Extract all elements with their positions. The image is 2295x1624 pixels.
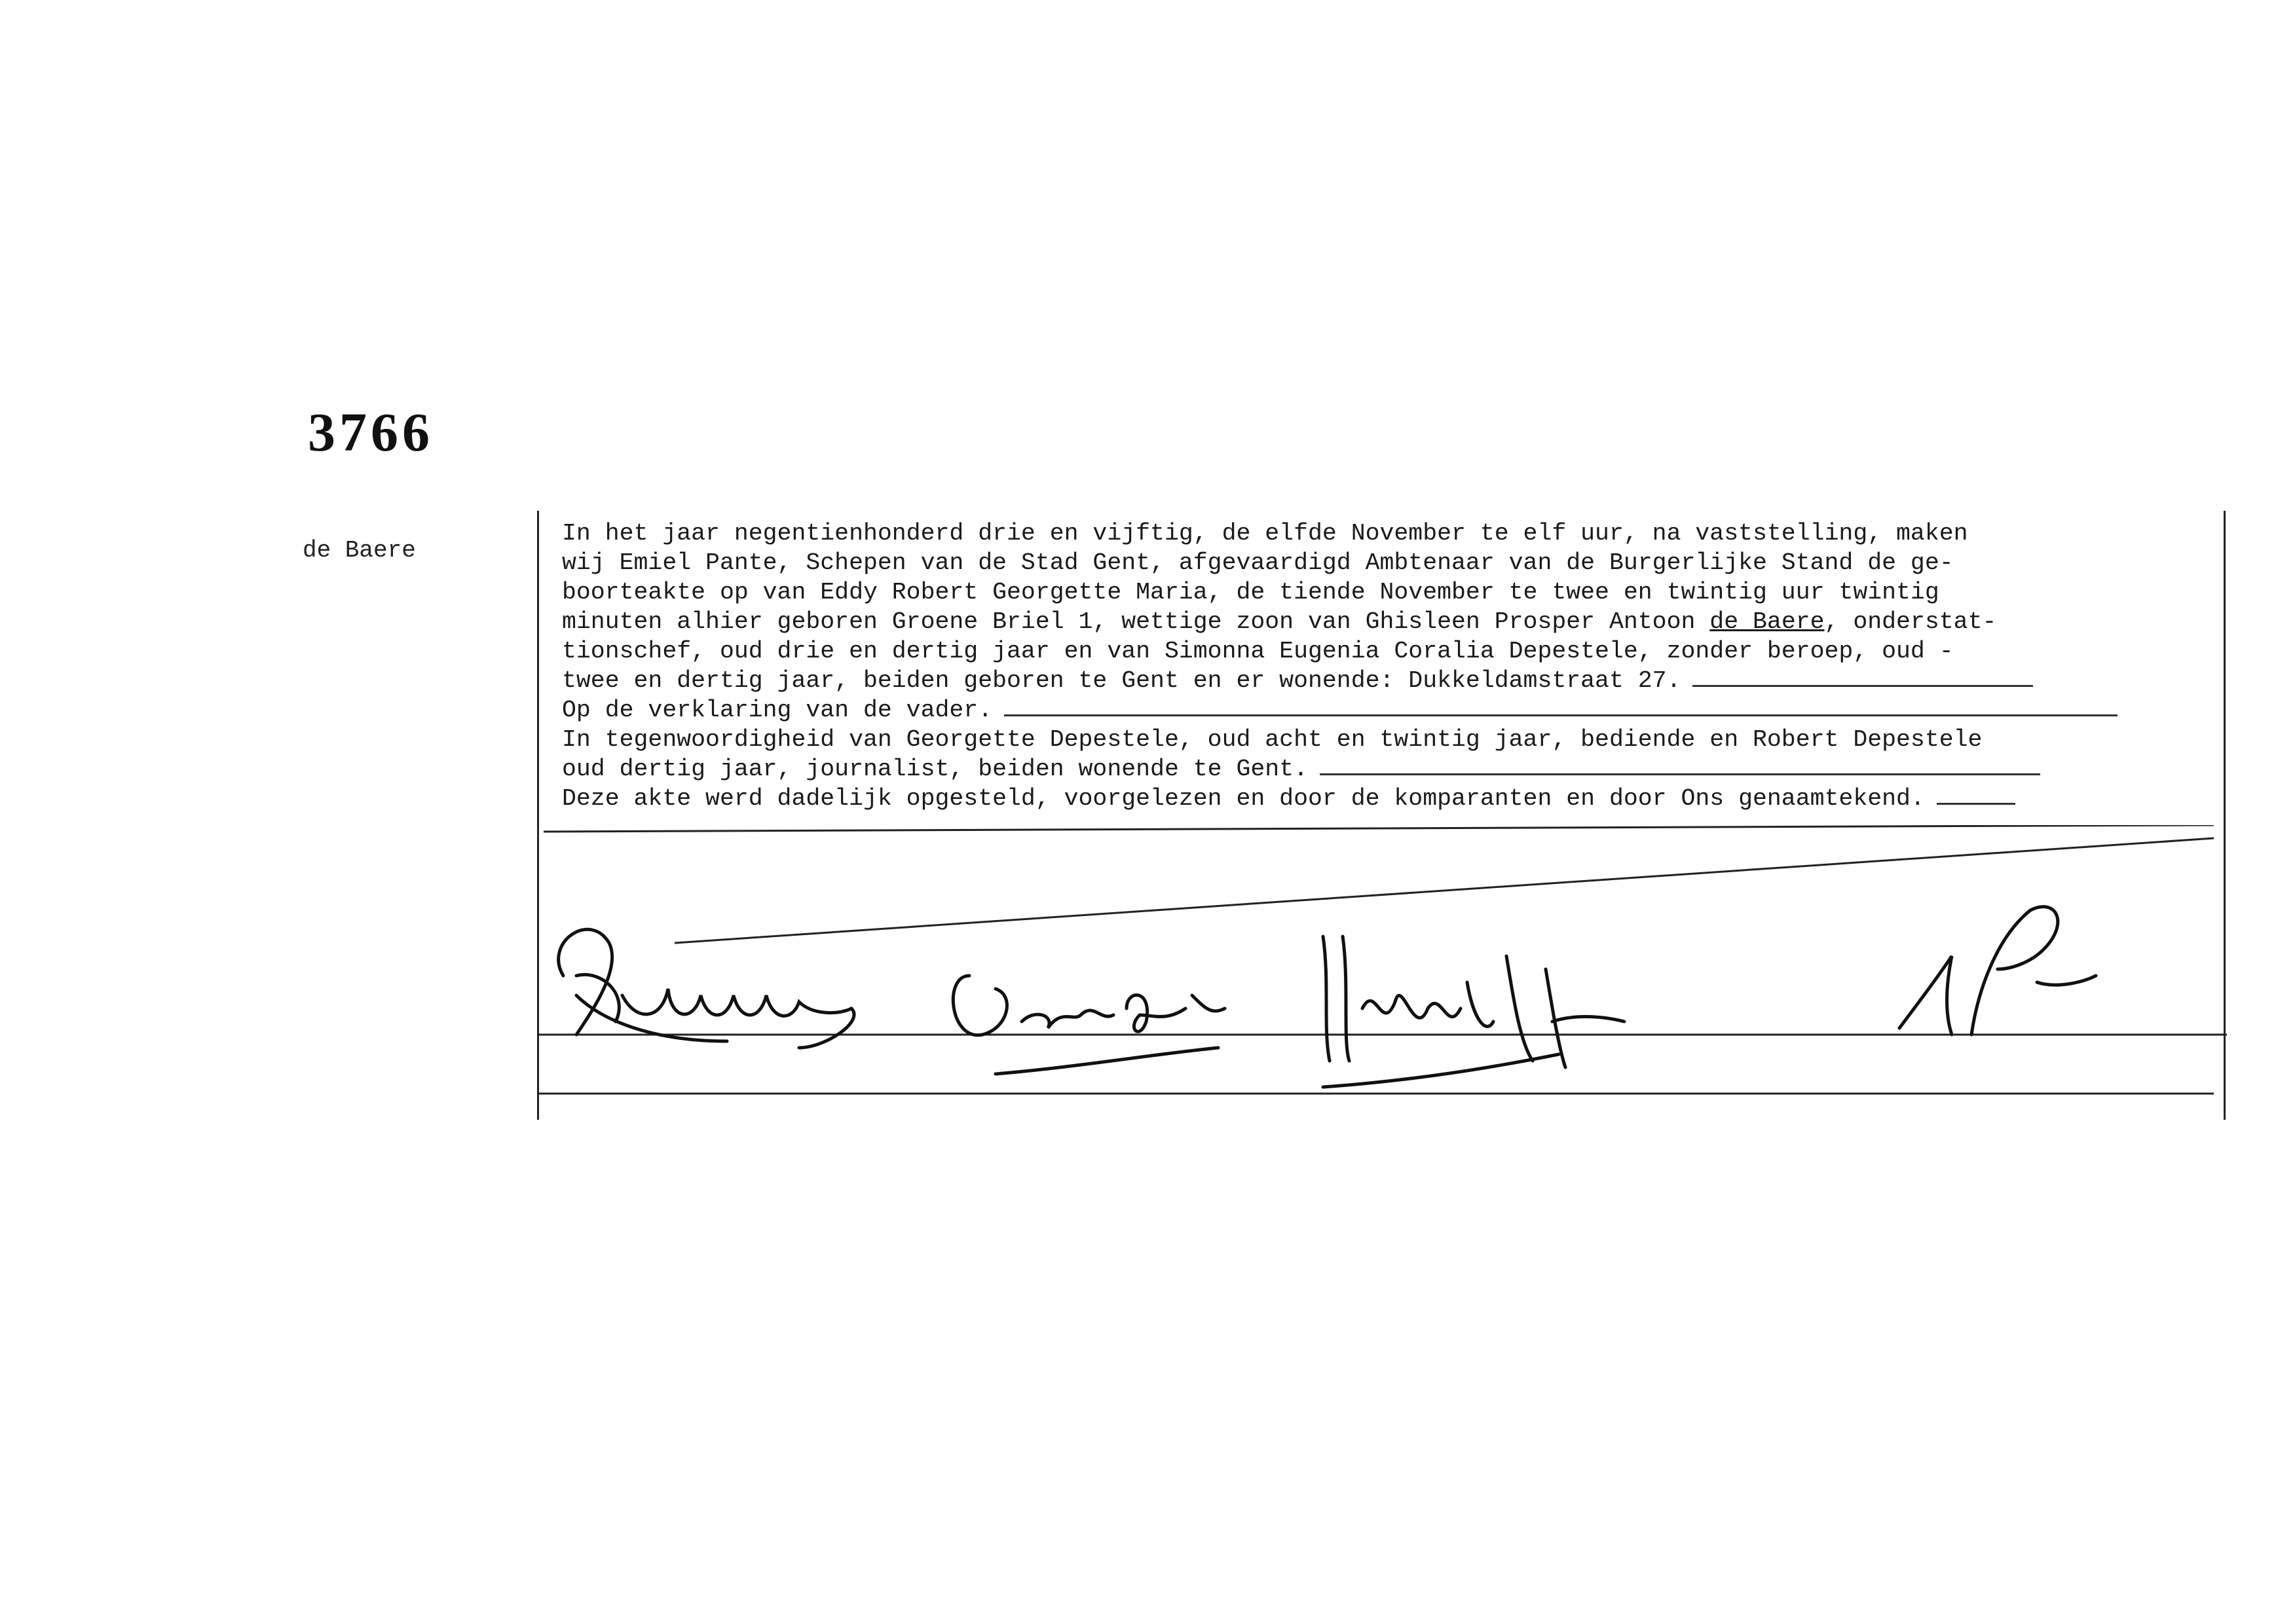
underlined-surname: de Baere <box>1709 608 1825 635</box>
record-line: wij Emiel Pante, Schepen van de Stad Gent, afgevaardigd Ambtenaar van de Burgerlijke Stand de ge- <box>562 549 1954 576</box>
diagonal-cancel-line <box>544 825 2214 832</box>
record-line: In tegenwoordigheid van Georgette Depestele, oud acht en twintig jaar, bediende en Robert Depestele <box>562 726 1983 753</box>
record-line-text: Deze akte werd dadelijk opgesteld, voorgelezen en door de komparanten en door Ons genaamtekend. <box>562 785 1925 812</box>
signatures-graphic <box>537 825 2227 1113</box>
signature-3 <box>1323 936 1624 1087</box>
record-line: boorteakte op van Eddy Robert Georgette Maria, de tiende November te twee en twintig uur twintig <box>562 579 1939 606</box>
record-line: tionschef, oud drie en dertig jaar en van Simonna Eugenia Coralia Depestele, zonder beroep, oud - <box>562 638 1954 665</box>
record-line-text: minuten alhier geboren Groene Briel 1, wettige zoon van Ghisleen Prosper Antoon <box>562 608 1696 635</box>
diagonal-cancel-line <box>675 838 2214 943</box>
record-line <box>562 754 2040 784</box>
signature-2 <box>953 976 1225 1074</box>
fill-line <box>1937 796 2015 805</box>
record-line: In het jaar negentienhonderd drie en vijftig, de elfde November te elf uur, na vaststelling, maken <box>562 520 1968 547</box>
fill-line <box>1320 767 2040 775</box>
record-number: 3766 <box>308 402 434 463</box>
record-line <box>562 695 2118 725</box>
record-line-text: twee en dertig jaar, beiden geboren te Gent en er wonende: Dukkeldamstraat 27. <box>562 667 1681 694</box>
record-line-text: Op de verklaring van de vader. <box>562 697 993 724</box>
signature-area <box>537 825 2227 1113</box>
fill-line <box>1692 678 2033 687</box>
record-line <box>562 784 2015 813</box>
record-line <box>562 666 2033 695</box>
margin-surname: de Baere <box>303 537 416 564</box>
signature-4 <box>1899 907 2096 1035</box>
record-line-tail: , onderstat- <box>1824 608 1997 635</box>
record-line <box>562 607 1996 637</box>
fill-line <box>1004 708 2118 716</box>
signature-1 <box>559 929 854 1048</box>
record-line-text: oud dertig jaar, journalist, beiden wonende te Gent. <box>562 756 1308 783</box>
